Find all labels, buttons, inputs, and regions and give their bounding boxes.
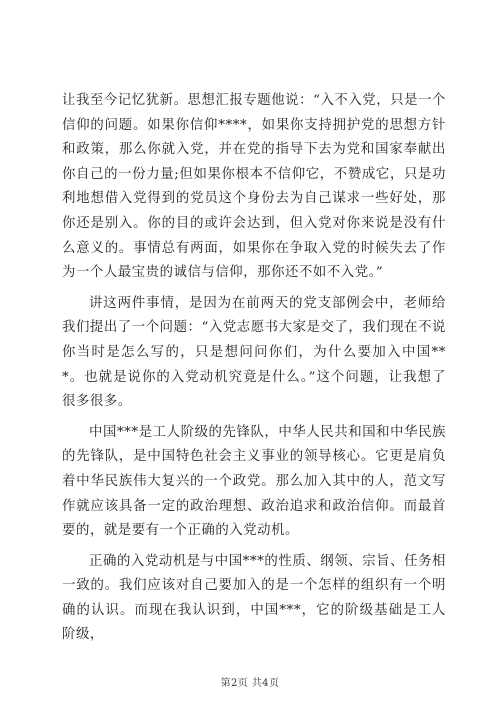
paragraph-2: 讲这两件事情，是因为在前两天的党支部例会中，老师给我们提出了一个问题：“入党志愿书大家是交了，我们现在不说你当时是怎么写的，只是想问问你们，为什么要加入中国***。也就是说你的入党动机究竟是什么。”这个问题，让我想了很多很多。 bbox=[62, 295, 446, 410]
document-body bbox=[62, 89, 446, 648]
page-number-footer: 第2页 共4页 bbox=[220, 678, 280, 689]
paragraph-1: 让我至今记忆犹新。思想汇报专题他说：“入不入党，只是一个信仰的问题。如果你信仰****，如果你支持拥护党的思想方针和政策，那么你就入党，并在党的指导下去为党和国家奉献出你自己的一份力量;但如果你根本不信仰它，不赞成它，只是功利地想借入党得到的党员这个身份去为自己谋求一些好处，那你还是别入。你的目的或许会达到，但入党对你来说是没有什么意义的。事情总有两面，如果你在争取入党的时候失去了作为一个人最宝贵的诚信与信仰，那你还不如不入党。” bbox=[62, 93, 446, 281]
paragraph-4: 正确的入党动机是与中国***的性质、纲领、宗旨、任务相一致的。我们应该对自己要加入的是一个怎样的组织有一个明确的认识。而现在我认识到，中国***，它的阶级基础是工人阶级， bbox=[62, 553, 446, 643]
paragraph-3: 中国***是工人阶级的先锋队，中华人民共和国和中华民族的先锋队，是中国特色社会主义事业的领导核心。它更是肩负着中华民族伟大复兴的一个政党。那么加入其中的人，范文写作就应该具备一定的政治理想、政治追求和政治信仰。而最首要的，就是要有一个正确的入党动机。 bbox=[62, 424, 446, 539]
